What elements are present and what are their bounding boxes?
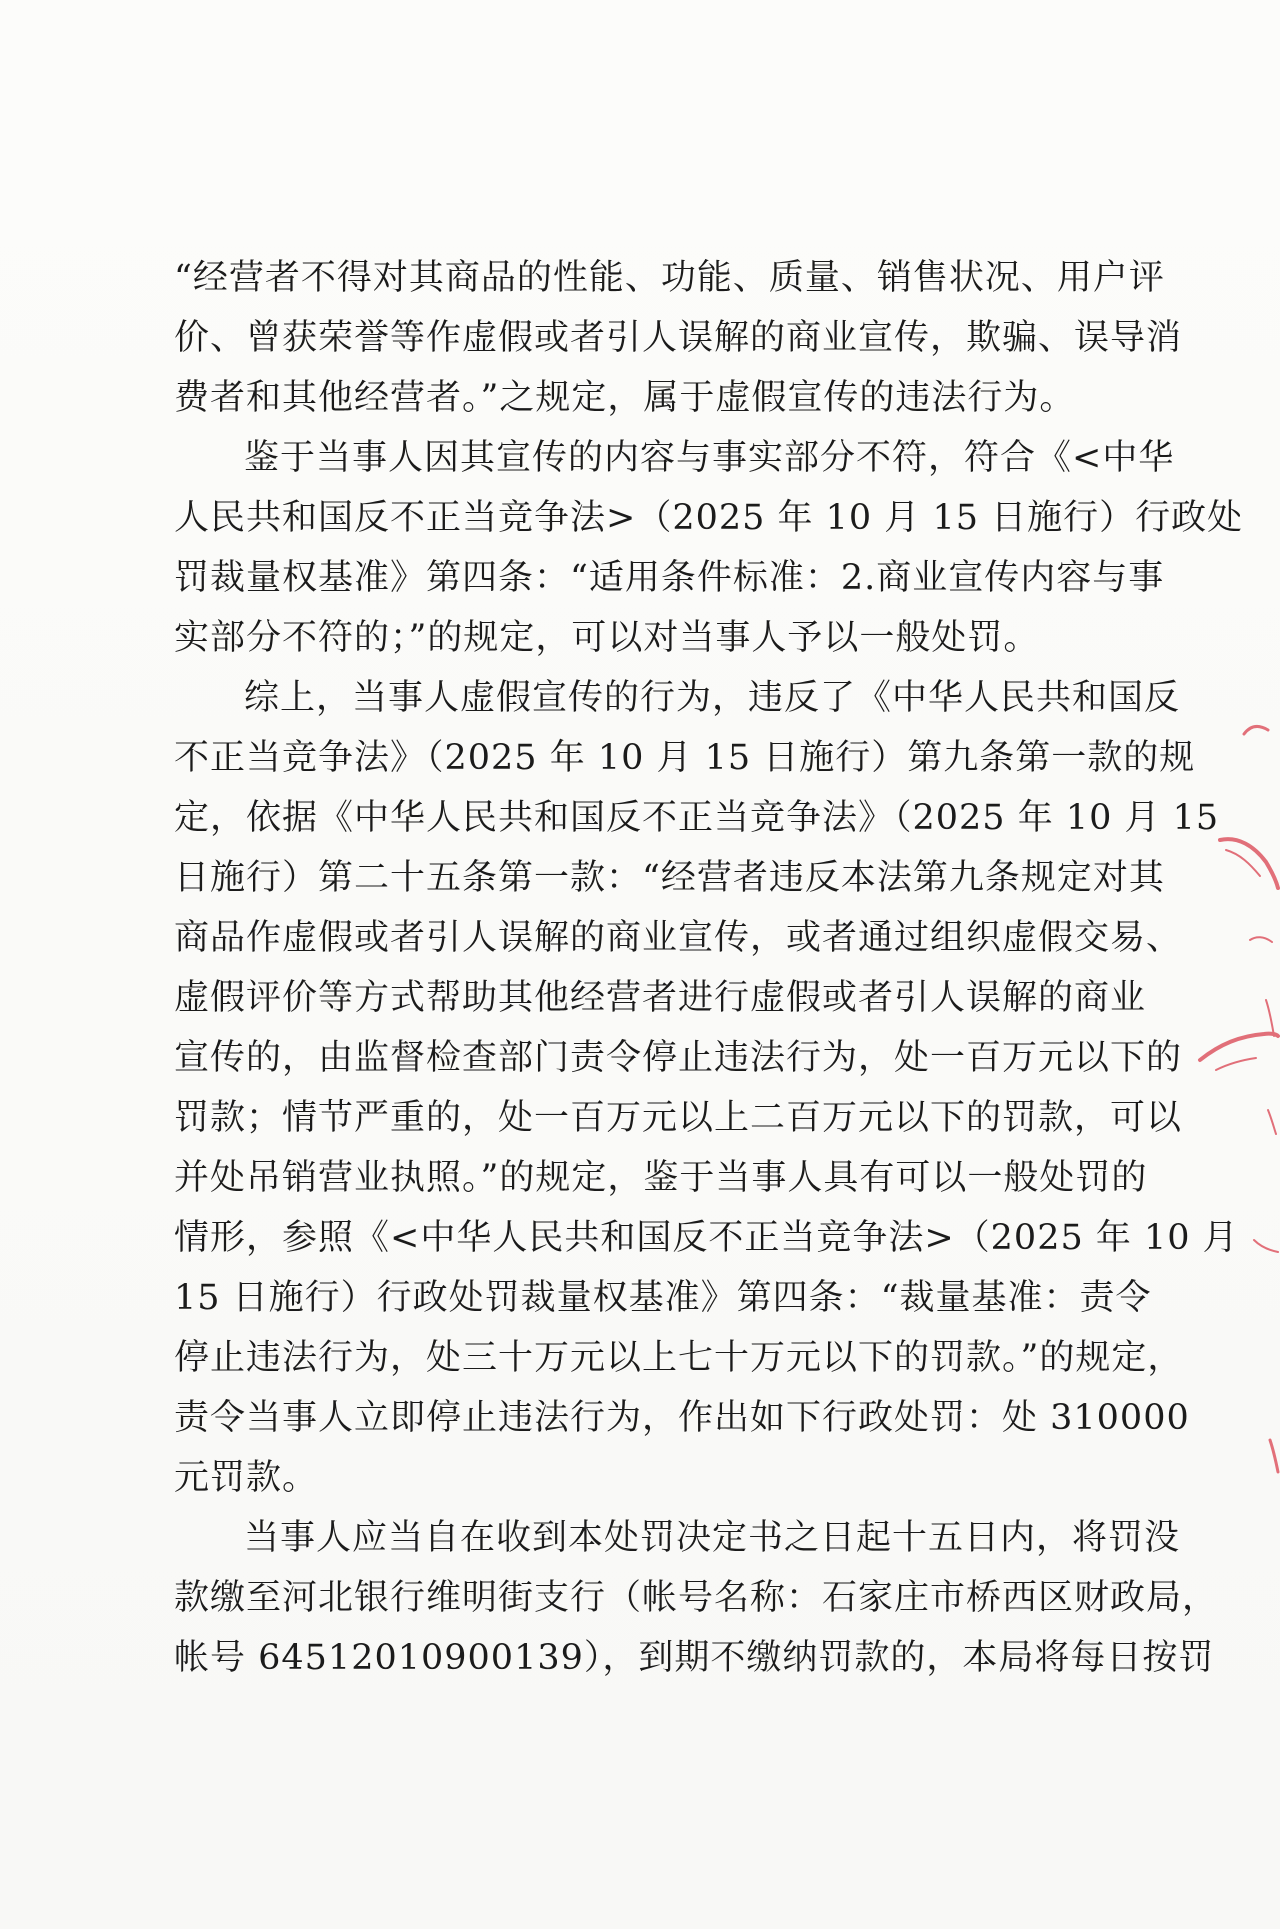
paragraph-2 [174,428,1244,668]
text-line: 元罚款。 [174,1458,319,1498]
text-line: 当事人应当自在收到本处罚决定书之日起十五日内，将罚没 [244,1518,1181,1558]
text-line: 不正当竞争法》（2025 年 10 月 15 日施行）第九条第一款的规 [174,738,1196,778]
text-line: 虚假评价等方式帮助其他经营者进行虚假或者引人误解的商业 [174,978,1147,1018]
text-line: 情形，参照《<中华人民共和国反不正当竞争法>（2025 年 10 月 [174,1218,1239,1258]
text-line: 定，依据《中华人民共和国反不正当竞争法》（2025 年 10 月 15 [174,798,1220,838]
text-line: 并处吊销营业执照。”的规定，鉴于当事人具有可以一般处罚的 [174,1158,1148,1198]
paragraph-1 [174,248,1183,428]
text-line: 实部分不符的；”的规定，可以对当事人予以一般处罚。 [174,618,1040,658]
text-line: 罚裁量权基准》第四条：“适用条件标准：2.商业宣传内容与事 [174,558,1165,598]
text-line: “经营者不得对其商品的性能、功能、质量、销售状况、用户评 [174,258,1165,298]
text-line: 宣传的，由监督检查部门责令停止违法行为，处一百万元以下的 [174,1038,1183,1078]
text-line: 日施行）第二十五条第一款：“经营者违反本法第九条规定对其 [174,858,1165,898]
text-line: 罚款；情节严重的，处一百万元以上二百万元以下的罚款，可以 [174,1098,1183,1138]
document-body [174,248,1244,1688]
paragraph-3 [174,668,1239,1508]
paragraph-4 [174,1508,1219,1688]
text-line: 停止违法行为，处三十万元以上七十万元以下的罚款。”的规定， [174,1338,1184,1378]
text-line: 鉴于当事人因其宣传的内容与事实部分不符，符合《<中华 [244,438,1175,478]
seal-stamp-fragment [1180,640,1280,1620]
text-line: 款缴至河北银行维明街支行（帐号名称：石家庄市桥西区财政局， [174,1578,1219,1618]
text-line: 15 日施行）行政处罚裁量权基准》第四条：“裁量基准：责令 [174,1278,1152,1318]
text-line: 责令当事人立即停止违法行为，作出如下行政处罚：处 310000 [174,1398,1190,1438]
text-line: 帐号 64512010900139），到期不缴纳罚款的，本局将每日按罚 [174,1638,1215,1678]
text-line: 商品作虚假或者引人误解的商业宣传，或者通过组织虚假交易、 [174,918,1183,958]
text-line: 人民共和国反不正当竞争法>（2025 年 10 月 15 日施行）行政处 [174,498,1244,538]
text-line: 综上，当事人虚假宣传的行为，违反了《中华人民共和国反 [244,678,1181,718]
text-line: 费者和其他经营者。”之规定，属于虚假宣传的违法行为。 [174,378,1076,418]
text-line: 价、曾获荣誉等作虚假或者引人误解的商业宣传，欺骗、误导消 [174,318,1183,358]
